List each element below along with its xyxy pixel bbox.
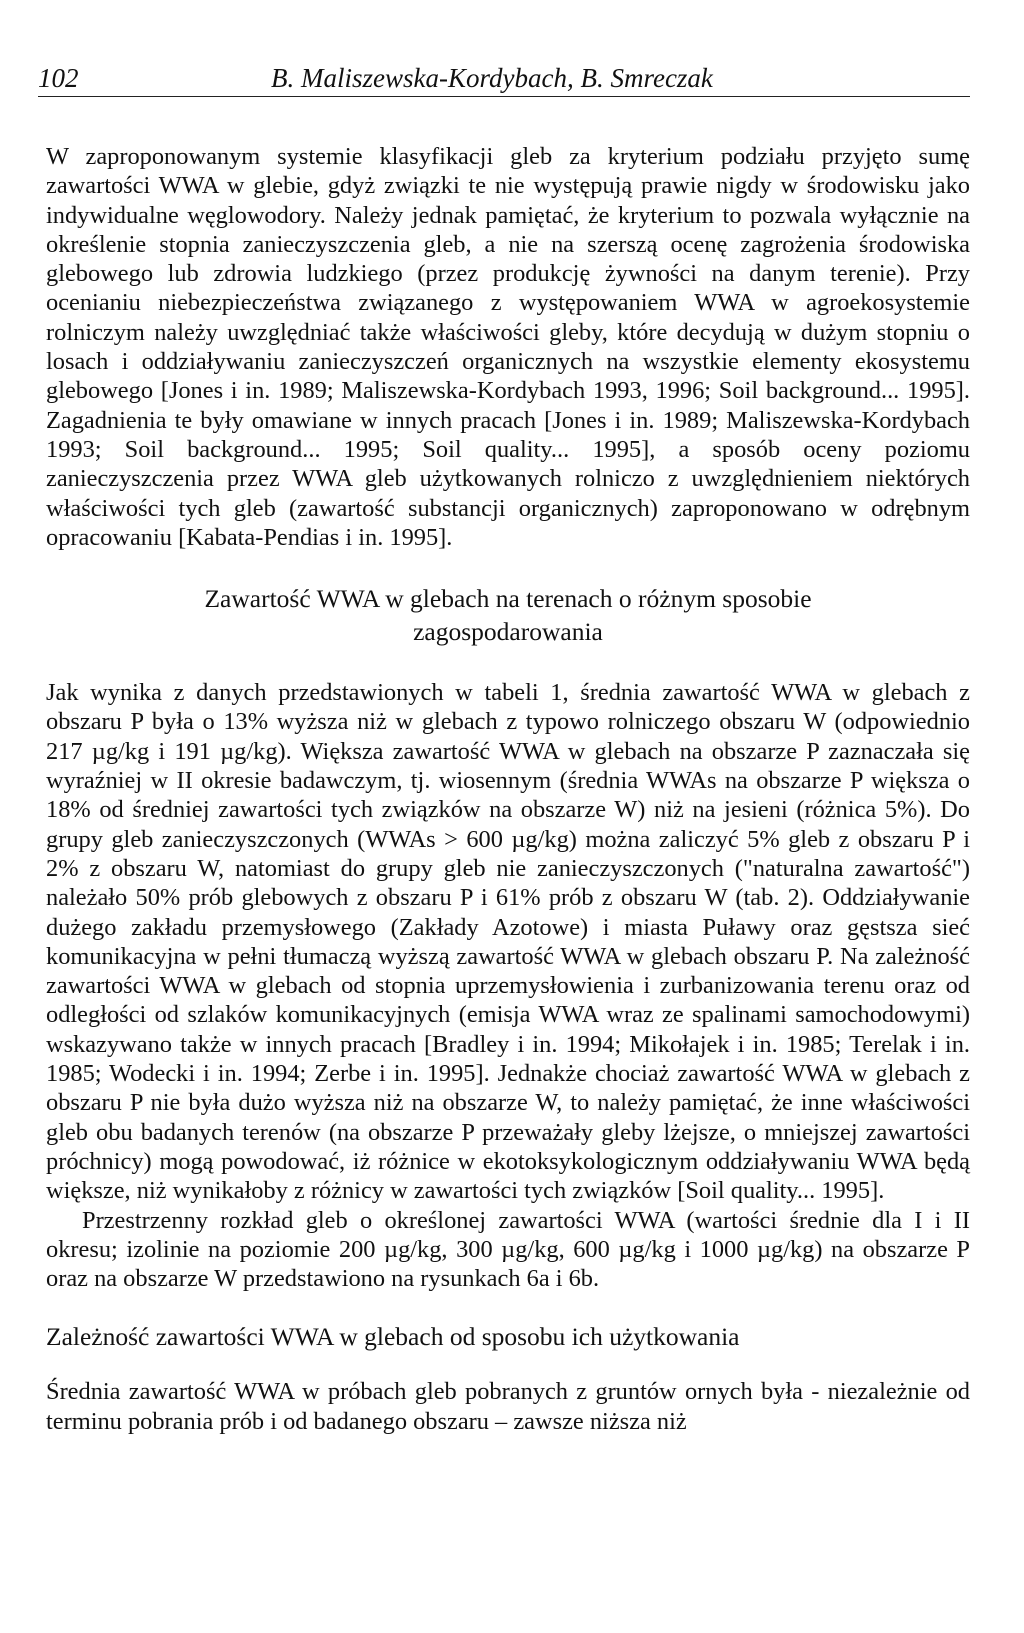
section-heading-line-2: zagospodarowania <box>413 617 603 647</box>
running-header <box>38 62 970 97</box>
section-heading-land-use <box>46 582 970 648</box>
paragraph-spatial-distribution: Przestrzenny rozkład gleb o określonej zawartości WWA (wartości średnie dla I i II okresu; izolinie na poziomie 200 µg/kg, 300 µg/kg, 600 µg/kg i 1000 µg/kg) na obszarze P oraz na obszarze W przedstawiono na rysunkach 6a i 6b. <box>46 1206 970 1293</box>
paragraph-classification: W zaproponowanym systemie klasyfikacji gleb za kryterium podziału przyjęto sumę zawartości WWA w glebie, gdyż związki te nie występują prawie nigdy w środowisku jako indywidualne węglowodory. Należy jednak pamiętać, że kryterium to pozwala wyłącznie na określenie stopnia zanieczyszczenia gleb, a nie na szerszą ocenę zagrożenia środowiska glebowego lub zdrowia ludzkiego (przez produkcję żywności na danym terenie). Przy ocenianiu niebezpieczeństwa związanego z występowaniem WWA w agroekosystemie rolniczym należy uwzględniać także właściwości gleby, które decydują w dużym stopniu o losach i oddziaływaniu zanieczyszczeń organicznych na wszystkie elementy ekosystemu glebowego [Jones i in. 1989; Maliszewska-Kordybach 1993, 1996; Soil background... 1995]. Zagadnienia te były omawiane w innych pracach [Jones i in. 1989; Maliszewska-Kordybach 1993; Soil background... 1995; Soil quality... 1995], a sposób oceny poziomu zanieczyszczenia przez WWA gleb użytkowanych rolniczo z uwzględnieniem niektórych właściwości tych gleb (zawartość substancji organicznych) zaproponowano w odrębnym opracowaniu [Kabata-Pendias i in. 1995]. <box>46 143 970 551</box>
section-heading-line-1: Zawartość WWA w glebach na terenach o różnym sposobie <box>204 584 812 614</box>
section-heading-soil-use: Zależność zawartości WWA w glebach od sposobu ich użytkowania <box>46 1322 740 1352</box>
paragraph-arable-soils: Średnia zawartość WWA w próbach gleb pobranych z gruntów ornych była - niezależnie od terminu pobrania prób i od badanego obszaru – zawsze niższa niż <box>46 1378 970 1435</box>
page-number: 102 <box>38 63 79 93</box>
document-body <box>46 142 970 1436</box>
paragraph-results: Jak wynika z danych przedstawionych w tabeli 1, średnia zawartość WWA w glebach z obszaru P była o 13% wyższa niż w glebach z typowo rolniczego obszaru W (odpowiednio 217 µg/kg i 191 µg/kg). Większa zawartość WWA w glebach na obszarze P zaznaczała się wyraźniej w II okresie badawczym, tj. wiosennym (średnia WWAs na obszarze P większa o 18% od średniej zawartości tych związków na obszarze W) niż na jesieni (różnica 5%). Do grupy gleb zanieczyszczonych (WWAs > 600 µg/kg) można zaliczyć 5% gleb z obszaru P i 2% z obszaru W, natomiast do grupy gleb nie zanieczyszczonych ("naturalna zawartość") należało 50% prób glebowych z obszaru P i 61% prób z obszaru W (tab. 2). Oddziaływanie dużego zakładu przemysłowego (Zakłady Azotowe) i miasta Puławy oraz gęstsza sieć komunikacyjna w pełni tłumaczą wyższą zawartość WWA w glebach obszaru P. Na zależność zawartości WWA w glebach od stopnia uprzemysłowienia i zurbanizowania terenu oraz od odległości od szlaków komunikacyjnych (emisja WWA wraz ze spalinami samochodowymi) wskazywano także w innych pracach [Bradley i in. 1994; Mikołajek i in. 1985; Terelak i in. 1985; Wodecki i in. 1994; Zerbe i in. 1995]. Jednakże chociaż zawartość WWA w glebach z obszaru P nie była dużo wyższa niż na obszarze W, to należy pamiętać, że inne właściwości gleb obu badanych terenów (na obszarze P przeważały gleby lżejsze, o mniejszej zawartości próchnicy) mogą powodować, iż różnice w ekotoksykologicznym oddziaływaniu WWA będą większe, niż wynikałoby z różnicy w zawartości tych związków [Soil quality... 1995]. <box>46 679 970 1205</box>
running-header-authors: B. Maliszewska-Kordybach, B. Smreczak <box>271 63 713 93</box>
